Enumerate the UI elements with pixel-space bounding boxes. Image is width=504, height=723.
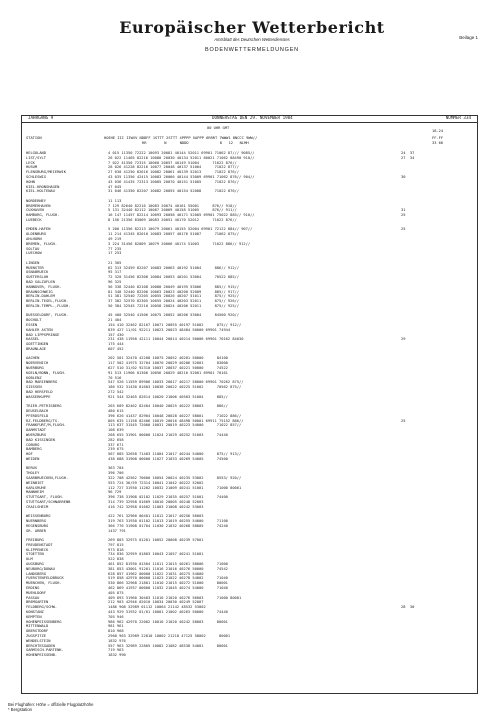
- time-label: 00 UHR GMT: [207, 126, 230, 130]
- station-name: WUERZBURG: [26, 433, 46, 437]
- station-codes: 557 963 32989 22805 10082 21082 48538 54001 80001: [108, 643, 228, 648]
- station-codes: 627 510 31/02 92310 10037 20037 40221 50000 74522: [108, 366, 228, 370]
- station-name: BRAUNSCHWEIG: [26, 289, 53, 294]
- station-codes: 91 513 11966 01306 10056 20029 40210 52001 69901 70161: [108, 370, 228, 375]
- station-codes: 530 866 32968 21801 11010 21015 40272 51000 80001: [108, 581, 228, 586]
- station-name: LINGEN: [26, 260, 40, 265]
- station-name: GIESSEN: [26, 385, 42, 390]
- station-codes: 409 893 31960 30403 11016 21020 40276 56003 71000 80001: [108, 595, 242, 600]
- station-name: HAMBURG, FLUGH.: [26, 213, 60, 218]
- station-codes: 72 320 31456 82308 10084 20053 40201 53004 70522 885//: [108, 275, 239, 280]
- station-codes: 239 675: [108, 447, 124, 452]
- station-codes: 986 962 42970 22002 10016 21020 40242 58003 80001: [108, 619, 228, 624]
- station-codes: 17 253: [108, 251, 122, 256]
- station-codes: 1832 976: [108, 638, 126, 643]
- station-codes: 461 852 81930 01504 11011 21015 40261 58006 71000: [108, 562, 228, 566]
- station-name: ULM: [26, 557, 33, 562]
- codes-header-2: RR N NDDD 8 12 NLMH: [142, 141, 249, 145]
- station-name: ZUGSPITZE: [26, 634, 46, 638]
- station-codes: 797 815: [108, 542, 124, 547]
- station-codes: 212 903 42946 02010 10034 20030 40249 52007: [108, 600, 204, 605]
- station-name: KLIPPENECK: [26, 547, 49, 552]
- station-codes: 319 763 31930 01102 11013 21019 40255 54000 71100: [108, 519, 228, 523]
- station-codes: 269 803 32975 01201 10052 20008 40239 57001: [108, 538, 204, 542]
- station-codes: 62 313 32459 82207 10083 20063 40192 51004 886// 912//: [108, 265, 239, 270]
- right-header-3: 33 66: [432, 141, 444, 145]
- station-name: WASSERKUPPE: [26, 394, 51, 399]
- station-row: [26, 395, 471, 400]
- station-extra: 25: [401, 418, 406, 423]
- station-name: HELGOLAND: [26, 151, 46, 155]
- station-name: EMDEN-HAFEN: [26, 227, 51, 232]
- station-name: NUERNBERG: [26, 519, 46, 523]
- station-codes: 113 637 31545 72000 10031 20019 40223 54000 71022 857//: [108, 423, 242, 428]
- station-codes: 396 706: [108, 471, 124, 476]
- station-codes: 157 430: [108, 332, 124, 337]
- station-codes: 322 708 42562 70000 10054 20024 40235 53002 8553/ 920//: [108, 476, 242, 480]
- station-codes: 108 639: [108, 428, 124, 433]
- station-name: GARMISCH-PARTENK.: [26, 648, 64, 653]
- station-codes: 416 742 32958 01602 11003 21008 40242 53003: [108, 504, 204, 509]
- station-name: NORDERNEY: [26, 198, 46, 203]
- station-codes: 522 838: [108, 557, 124, 562]
- station-codes: 70 516: [108, 375, 122, 380]
- station-codes: 705 946: [108, 614, 124, 619]
- station-codes: 734 836 32959 01803 10043 21057 40241 51001: [108, 552, 204, 557]
- station-codes: 50 384 32545 72210 10058 20024 40206 52011 875// 925//: [108, 304, 239, 308]
- station-codes: 282 658: [108, 437, 124, 442]
- station-extra: 25: [401, 227, 406, 232]
- station-name: GOETTINGEN: [26, 342, 49, 347]
- station-codes: 16 147 11457 82214 10093 20058 40171 52005 69901 75022 885// 910//: [108, 213, 255, 218]
- station-name: HOHENPEISSENB.: [26, 653, 58, 658]
- station-name: LUEBECK: [26, 218, 42, 222]
- footer-notes: [8, 702, 93, 712]
- station-codes: 1486 908 32989 01112 10064 21142 48532 53002: [108, 605, 206, 610]
- station-name: WEINBIET: [26, 480, 44, 485]
- station-name: MANNHEIM: [26, 490, 44, 495]
- station-name: KOELN/BONN, FLUGH.: [26, 370, 66, 375]
- station-name: MUENSTER: [26, 265, 44, 270]
- station-codes: 1832 990: [108, 653, 126, 658]
- station-name: FREIBURG: [26, 538, 44, 542]
- station-name: KIEL-HOLTENAU: [26, 189, 55, 194]
- station-codes: 27 030 41250 82616 10082 20061 40139 52013 71022 876//: [108, 170, 239, 175]
- station-codes: 1437 791: [108, 528, 126, 533]
- station-name: KOBLENZ: [26, 375, 42, 380]
- station-name: ESSEN: [26, 323, 38, 327]
- station-name: BERLIN-TEGEL,FLUGH.: [26, 299, 69, 304]
- station-name: NUERBURG: [26, 366, 44, 370]
- station-name: RZ.FELDBERG/TS.: [26, 418, 60, 423]
- station-name: CUXHAVEN: [26, 208, 44, 213]
- station-name: BAD MARIENBERG: [26, 380, 58, 385]
- station-name: BRAUNLAGE: [26, 347, 46, 351]
- station-codes: 26 022 11465 82216 10080 20030 40134 52011 60021 71062 88490 910//: [108, 155, 255, 160]
- footer-note-2: * Bergstation: [8, 707, 32, 712]
- station-codes: 81 348 32440 82206 10063 20023 40200 52009 885// 917//: [108, 289, 239, 294]
- station-extra: 25: [401, 213, 406, 218]
- station-name: KARLSRUHE: [26, 485, 46, 490]
- station-name: CRAILSHEIM: [26, 504, 49, 509]
- station-name: BERLIN-TEMPL.,FLUGH.: [26, 304, 71, 308]
- station-name: HUSUM: [26, 165, 38, 170]
- station-name: MUENCHEN, FLUGH.: [26, 581, 62, 586]
- station-codes: 396 626 41437 82904 10048 20028 40227 58001 71022 886//: [108, 413, 242, 418]
- station-row: [26, 189, 471, 194]
- station-codes: 175 444: [108, 342, 124, 347]
- station-name: BOCHOLT: [26, 318, 42, 323]
- station-name: OSNABRUECK: [26, 270, 49, 275]
- station-name: HOHENPEISSENBERG: [26, 619, 62, 624]
- station-name: TRIER-PETRISBERG: [26, 404, 62, 409]
- station-name: STUTTGART/SCHNARRENB: [26, 500, 71, 504]
- station-name: KONSTANZ: [26, 610, 44, 614]
- station-extra: 28 30: [401, 605, 415, 610]
- station-name: OLDENBURG: [26, 232, 46, 237]
- station-codes: 45 400 32540 41506 10075 20052 40206 53004 84500 920//: [108, 313, 239, 318]
- station-row: [26, 347, 471, 352]
- station-codes: 268 655 31901 00000 11024 21029 40252 51003 74440: [108, 433, 228, 437]
- station-codes: 154 410 32462 82107 10071 20055 40197 51002 875// 912//: [108, 323, 242, 327]
- right-header-1: 18-24: [432, 129, 444, 133]
- station-codes: 186 532 31430 81603 10038 20022 40225 51002 70562 875//: [108, 385, 242, 390]
- footer-note-1: Bei Flughäfen: Höhe = offizielle Flugplatzhöhe: [8, 702, 94, 707]
- station-codes: 519 858 42970 00000 11023 21022 40278 54002 71040: [108, 576, 228, 581]
- station-codes: 117 502 41975 32704 10070 20029 40206 52001 83000: [108, 361, 228, 366]
- station-name: KAHLER ASTEN: [26, 327, 53, 332]
- station-codes: 21 305: [108, 260, 122, 265]
- station-name: PASSAU: [26, 595, 40, 600]
- station-codes: 921 544 32465 82614 10020 21006 40503 51004 885//: [108, 394, 228, 399]
- station-codes: 11 214 41345 82010 10083 20057 40176 51007 71062 875//: [108, 232, 239, 237]
- station-row: [26, 653, 471, 658]
- station-codes: 202 501 32470 42208 10075 20052 40201 50000 84100: [108, 356, 228, 361]
- station-codes: 363 704: [108, 466, 124, 471]
- document-subtitle: Amtsblatt des Deutschen Wetterdienstes: [214, 37, 290, 42]
- station-row: [26, 529, 471, 534]
- date-label: DONNERSTAG DEN 29. NOVEMBER 1984: [212, 115, 293, 120]
- station-extra: 29: [401, 337, 406, 342]
- station-codes: 422 761 32960 00401 11012 21017 40256 56003: [108, 514, 204, 519]
- station-codes: 96 325: [108, 280, 122, 284]
- station-name: BAD SALZUFLEN: [26, 280, 55, 284]
- station-name: HOF: [26, 452, 33, 457]
- station-codes: 5 131 32440 82112 10087 20069 40158 51005 876// 911//: [108, 208, 237, 213]
- station-codes: 7 129 82640 82216 10083 20074 40161 55001 876// 910//: [108, 203, 237, 208]
- station-name: GUETERSLOH: [26, 275, 49, 280]
- station-header: STATION: [26, 136, 42, 140]
- station-name: LECK: [26, 160, 35, 165]
- station-codes: 43 035 11356 42415 10083 20066 40144 53009 69901 71062 876// 904//: [108, 175, 255, 179]
- station-codes: 2960 963 32989 22810 10002 21218 47125 58002 80001: [108, 634, 231, 638]
- station-name: NEUBURG/DONAU: [26, 566, 55, 571]
- station-codes: 31 046 41350 82207 10082 20055 40154 52008 71022 876//: [108, 189, 239, 194]
- station-codes: 405 875: [108, 590, 124, 595]
- station-name: BREMEN, FLUGH.: [26, 241, 58, 246]
- station-name: THOLEY: [26, 471, 40, 476]
- station-codes: 112 727 31930 11202 10032 21009 40241 51001 71000 80001: [108, 485, 242, 490]
- station-codes: 4 015 11350 72222 10093 20081 40144 52011 69901 71062 87/// 9085//: [108, 151, 255, 155]
- station-name: PFERDSFELD: [26, 413, 49, 418]
- station-name: BAMBERG: [26, 447, 42, 452]
- nummer-label: NUMMER 334: [445, 115, 471, 120]
- station-name: NOERVENICH: [26, 361, 49, 366]
- document-title: Europäischer Wetterbericht: [119, 18, 385, 37]
- station-name: SAARBRUECKEN,FLUGH.: [26, 476, 69, 480]
- station-codes: 47 045: [108, 184, 122, 189]
- station-name: DARMSTADT: [26, 428, 46, 433]
- station-name: KEMPTEN: [26, 614, 42, 619]
- beilage-label: Beilage 1: [459, 35, 478, 40]
- station-row: [26, 218, 471, 223]
- station-name: DEUSELBACH: [26, 409, 49, 413]
- station-name: ERDING: [26, 586, 40, 590]
- station-name: STOETTEN: [26, 552, 44, 557]
- station-name: BERUS: [26, 466, 38, 471]
- station-codes: 567 685 32658 71403 11004 21017 40244 54000 875// 913//: [108, 452, 242, 457]
- station-name: KASSEL: [26, 337, 40, 342]
- station-name: WEISSENBURG: [26, 514, 51, 519]
- station-name: HANNOVER, FLUGH.: [26, 284, 62, 289]
- station-name: HOHN: [26, 179, 35, 184]
- station-name: BREMERHAVEN: [26, 203, 51, 208]
- section-title: BODENWETTERMELDUNGEN: [205, 47, 299, 53]
- station-codes: 839 427 11/01 92211 10023 20023 48484 50000 69901 74944: [108, 327, 231, 332]
- station-name: FLENSBURG/MEIERWIK: [26, 170, 66, 175]
- station-name: AUGSBURG: [26, 562, 44, 566]
- station-name: FUERSTENFELDBRUCK: [26, 576, 64, 581]
- right-header-2: FF-FF: [432, 136, 444, 140]
- jahrgang-label: JAHRGANG 9: [28, 115, 54, 120]
- station-name: MITTENWALD: [26, 624, 49, 629]
- station-name: BAD LIPPSPRINGE: [26, 332, 60, 337]
- station-name: KIEL-KRONSHAGEN: [26, 184, 60, 189]
- station-name: WENDELSTEIN: [26, 638, 51, 643]
- station-name: BERCHTESGADEN: [26, 643, 55, 648]
- station-codes: 56 338 32440 82108 10080 20049 40195 53006 885// 915//: [108, 284, 239, 289]
- report-table: [21, 121, 478, 694]
- station-codes: 21 404: [108, 318, 122, 323]
- station-codes: 337 671: [108, 442, 124, 447]
- station-name: AHLHORN: [26, 237, 42, 241]
- station-codes: 973 818: [108, 547, 124, 552]
- station-codes: 43 036 41435 72313 10085 20070 40151 51005 71022 876//: [108, 179, 239, 184]
- station-codes: 96 729: [108, 490, 122, 495]
- station-name: GR. ARBER: [26, 528, 46, 533]
- station-codes: 462 869 41937 00000 11032 21045 40274 54000 71040: [108, 586, 228, 590]
- station-extra: 27 34: [401, 155, 415, 160]
- station-row: [26, 304, 471, 309]
- station-codes: 11 113: [108, 198, 122, 203]
- station-extra: 30: [401, 175, 406, 179]
- station-codes: 7 022 41350 72315 10060 20057 40149 51004 71022 876//: [108, 160, 237, 165]
- station-extra: 31: [401, 208, 406, 213]
- station-name: AACHEN: [26, 356, 40, 361]
- station-codes: 628 857 41962 00000 11022 21031 40275 54000: [108, 571, 204, 576]
- station-row: [26, 251, 471, 256]
- station-codes: 51 381 32540 72205 10055 20026 40207 51011 875// 925//: [108, 294, 239, 299]
- station-name: BAD KISSINGEN: [26, 437, 55, 442]
- station-codes: 5 200 11356 82213 10079 20061 40155 52004 69901 72122 884// 907//: [108, 227, 253, 232]
- station-codes: 981 961: [108, 624, 124, 629]
- station-codes: 480 615: [108, 409, 124, 413]
- station-name: LANDSBERG: [26, 571, 46, 576]
- station-codes: 553 724 36/59 72314 10041 21042 40222 52002: [108, 480, 204, 485]
- station-codes: 438 688 31908 00000 11027 21033 40269 54005 74500: [108, 457, 228, 461]
- station-name: REGENSBURG: [26, 523, 49, 528]
- station-name: OBERSTDORF: [26, 629, 49, 634]
- station-codes: 607 452: [108, 347, 124, 351]
- station-name: FREUDENSTADT: [26, 542, 53, 547]
- station-codes: 265 609 82462 82404 10040 20025 40222 58003 886//: [108, 404, 228, 409]
- station-codes: 810 968: [108, 629, 124, 634]
- station-extra: 24 37: [401, 151, 415, 155]
- station-codes: 49 219: [108, 237, 122, 241]
- station-name: FRANKFURT/M,FLUGH.: [26, 423, 66, 428]
- station-name: STUTTGART, FLUGH.: [26, 495, 64, 500]
- station-codes: 396 738 31908 02102 11029 21035 40257 51001 74400: [108, 495, 228, 500]
- station-name: BERLIN-DAHLEM: [26, 294, 55, 299]
- station-codes: 272 542: [108, 390, 124, 394]
- station-codes: 95 317: [108, 270, 122, 275]
- station-codes: 231 438 11958 42111 10044 20014 40214 50006 69901 70162 84030: [108, 337, 244, 342]
- station-codes: 381 853 43001 91201 11016 21016 40276 50000 74542: [108, 566, 228, 571]
- station-name: FELDBERG/SCHW.: [26, 605, 58, 610]
- station-name: SCHLESWIG: [26, 175, 46, 179]
- station-codes: 3 224 31456 82009 10079 20066 40174 51003 71022 886// 912//: [108, 241, 251, 246]
- station-name: LIST/SYLT: [26, 155, 46, 160]
- station-name: DUESSELDORF, FLUGH.: [26, 313, 69, 318]
- station-codes: 547 526 11559 89906 10033 20017 40217 58000 69901 70262 875//: [108, 380, 244, 385]
- station-name: COBURG: [26, 442, 40, 447]
- station-name: MUEHLDORF: [26, 590, 46, 595]
- station-codes: 443 929 31932 01/01 10001 21002 40263 50000 74440: [108, 610, 228, 614]
- codes-header: HOEHE III IIWVV NDDFF 1STTT 2STTT 4PPPP 5APPP 6RRRT 7WWW1 8NCCC 9WW//: [104, 136, 258, 140]
- station-row: [26, 457, 471, 462]
- station-codes: 37 382 32570 82305 10055 20024 40203 52011 875// 926//: [108, 299, 239, 304]
- station-codes: 719 963: [108, 648, 124, 653]
- station-name: WEIDEN: [26, 457, 40, 461]
- station-codes: 366 776 31908 01704 11030 21032 40268 58005 74240: [108, 523, 228, 528]
- station-name: BAD HERSFELD: [26, 390, 53, 394]
- station-name: LUECHOW: [26, 251, 42, 256]
- station-row: [26, 505, 471, 510]
- station-codes: 28 026 41228 82216 10077 20048 40137 51004 71022 877//: [108, 165, 239, 170]
- station-codes: 314 739 32958 01609 10010 20005 40248 52003: [108, 500, 204, 504]
- station-codes: 8 156 21356 83009 10083 20051 40170 52012 71022 876//: [108, 218, 237, 222]
- station-codes: 77 235: [108, 246, 122, 251]
- station-name: SOLTAU: [26, 246, 40, 251]
- station-name: BREMGARTEN: [26, 600, 49, 605]
- station-codes: 805 635 11158 82406 10019 20016 48498 50001 69911 75152 886//: [108, 418, 244, 423]
